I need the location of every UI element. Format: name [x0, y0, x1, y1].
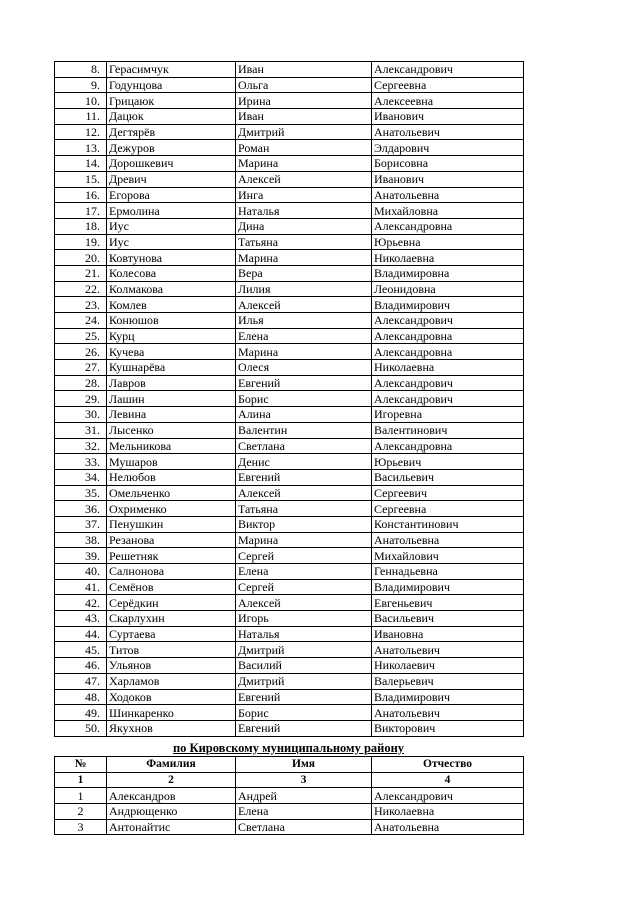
row-number: 15. [55, 171, 107, 187]
table-row [55, 485, 524, 501]
name-cell: Ирина [236, 93, 372, 109]
column-number-3: 3 [236, 772, 372, 788]
surname-cell: Решетняк [107, 548, 236, 564]
column-number-2: 2 [107, 772, 236, 788]
table-row [55, 407, 524, 423]
name-cell: Алексей [236, 595, 372, 611]
surname-cell: Грицаюк [107, 93, 236, 109]
row-number: 27. [55, 360, 107, 376]
name-cell: Алексей [236, 485, 372, 501]
table-row [55, 344, 524, 360]
surname-cell: Лысенко [107, 422, 236, 438]
row-number: 32. [55, 438, 107, 454]
row-number: 13. [55, 140, 107, 156]
patronymic-cell: Владимирович [372, 297, 524, 313]
row-number: 37. [55, 516, 107, 532]
surname-cell: Шинкаренко [107, 705, 236, 721]
patronymic-cell: Борисовна [372, 156, 524, 172]
section-heading: по Кировскому муниципальному району [172, 741, 405, 755]
patronymic-cell: Васильевич [372, 469, 524, 485]
surname-cell: Дацюк [107, 109, 236, 125]
name-cell: Марина [236, 156, 372, 172]
table-row [55, 265, 524, 281]
row-number: 9. [55, 77, 107, 93]
name-cell: Татьяна [236, 501, 372, 517]
table-row [55, 469, 524, 485]
table-row [55, 250, 524, 266]
patronymic-cell: Элдарович [372, 140, 524, 156]
row-number: 48. [55, 689, 107, 705]
column-number-1: 1 [55, 772, 107, 788]
surname-cell: Герасимчук [107, 62, 236, 78]
row-number: 10. [55, 93, 107, 109]
header-patronymic: Отчество [372, 757, 524, 773]
row-number: 44. [55, 626, 107, 642]
patronymic-cell: Анатольевна [372, 187, 524, 203]
patronymic-cell: Иванович [372, 109, 524, 125]
patronymic-cell: Валентинович [372, 422, 524, 438]
patronymic-cell: Алексеевна [372, 93, 524, 109]
row-number: 17. [55, 203, 107, 219]
surname-cell: Комлев [107, 297, 236, 313]
row-number: 14. [55, 156, 107, 172]
row-number: 40. [55, 564, 107, 580]
name-cell: Игорь [236, 611, 372, 627]
table-row [55, 720, 524, 736]
name-cell: Сергей [236, 579, 372, 595]
row-number: 39. [55, 548, 107, 564]
surname-cell: Ермолина [107, 203, 236, 219]
table-row [55, 328, 524, 344]
patronymic-cell: Юрьевич [372, 454, 524, 470]
surname-cell: Дежуров [107, 140, 236, 156]
patronymic-cell: Александровна [372, 328, 524, 344]
surname-cell: Охрименко [107, 501, 236, 517]
surname-cell: Александров [107, 788, 236, 804]
name-cell: Андрей [236, 788, 372, 804]
surname-cell: Антонайтис [107, 819, 236, 835]
surname-cell: Салнонова [107, 564, 236, 580]
table-row [55, 124, 524, 140]
surname-cell: Дорошкевич [107, 156, 236, 172]
table-row [55, 658, 524, 674]
patronymic-cell: Николаевна [372, 250, 524, 266]
table-row [55, 62, 524, 78]
surname-cell: Семёнов [107, 579, 236, 595]
name-cell: Евгений [236, 720, 372, 736]
table-row [55, 673, 524, 689]
table-row [55, 516, 524, 532]
surname-cell: Омельченко [107, 485, 236, 501]
row-number: 12. [55, 124, 107, 140]
name-cell: Виктор [236, 516, 372, 532]
row-number: 31. [55, 422, 107, 438]
name-cell: Денис [236, 454, 372, 470]
patronymic-cell: Александровна [372, 344, 524, 360]
row-number: 20. [55, 250, 107, 266]
surname-cell: Лавров [107, 375, 236, 391]
patronymic-cell: Юрьевна [372, 234, 524, 250]
surname-cell: Конюшов [107, 313, 236, 329]
row-number: 34. [55, 469, 107, 485]
table-row [55, 422, 524, 438]
row-number: 42. [55, 595, 107, 611]
row-number: 50. [55, 720, 107, 736]
row-number: 41. [55, 579, 107, 595]
patronymic-cell: Александрович [372, 375, 524, 391]
row-number: 18. [55, 218, 107, 234]
row-number: 2 [55, 804, 107, 820]
surname-cell: Кушнарёва [107, 360, 236, 376]
surname-cell: Дегтярёв [107, 124, 236, 140]
name-cell: Марина [236, 344, 372, 360]
table-column-number-row [55, 772, 524, 788]
surname-cell: Колесова [107, 265, 236, 281]
name-cell: Иван [236, 109, 372, 125]
surname-cell: Ковтунова [107, 250, 236, 266]
patronymic-cell: Александрович [372, 788, 524, 804]
name-cell: Дмитрий [236, 124, 372, 140]
row-number: 30. [55, 407, 107, 423]
name-cell: Марина [236, 250, 372, 266]
table-row [55, 595, 524, 611]
surname-cell: Якухнов [107, 720, 236, 736]
row-number: 29. [55, 391, 107, 407]
table-row [55, 77, 524, 93]
name-cell: Светлана [236, 819, 372, 835]
surname-cell: Курц [107, 328, 236, 344]
row-number: 3 [55, 819, 107, 835]
patronymic-cell: Александрович [372, 62, 524, 78]
patronymic-cell: Михайловна [372, 203, 524, 219]
surname-cell: Годунцова [107, 77, 236, 93]
row-number: 47. [55, 673, 107, 689]
header-surname: Фамилия [107, 757, 236, 773]
name-cell: Василий [236, 658, 372, 674]
patronymic-cell: Николаевна [372, 804, 524, 820]
header-name: Имя [236, 757, 372, 773]
name-cell: Дмитрий [236, 642, 372, 658]
patronymic-cell: Александрович [372, 391, 524, 407]
patronymic-cell: Анатольевич [372, 642, 524, 658]
table-header-row [55, 757, 524, 773]
table-row [55, 788, 524, 804]
row-number: 8. [55, 62, 107, 78]
row-number: 33. [55, 454, 107, 470]
surname-cell: Мушаров [107, 454, 236, 470]
patronymic-cell: Викторович [372, 720, 524, 736]
header-number: № [55, 757, 107, 773]
surname-cell: Скарлухин [107, 611, 236, 627]
surname-cell: Пенушкин [107, 516, 236, 532]
patronymic-cell: Анатольевич [372, 705, 524, 721]
patronymic-cell: Евгеньевич [372, 595, 524, 611]
name-cell: Лилия [236, 281, 372, 297]
name-cell: Валентин [236, 422, 372, 438]
row-number: 45. [55, 642, 107, 658]
patronymic-cell: Владимирович [372, 689, 524, 705]
name-cell: Сергей [236, 548, 372, 564]
table-row [55, 532, 524, 548]
name-cell: Алина [236, 407, 372, 423]
table-row [55, 611, 524, 627]
table-row [55, 819, 524, 835]
name-cell: Марина [236, 532, 372, 548]
surname-cell: Мельникова [107, 438, 236, 454]
table-row [55, 564, 524, 580]
patronymic-cell: Игоревна [372, 407, 524, 423]
surname-cell: Иус [107, 218, 236, 234]
name-cell: Роман [236, 140, 372, 156]
row-number: 43. [55, 611, 107, 627]
patronymic-cell: Леонидовна [372, 281, 524, 297]
surname-cell: Андрющенко [107, 804, 236, 820]
table-row [55, 93, 524, 109]
table-row [55, 281, 524, 297]
column-number-4: 4 [372, 772, 524, 788]
name-cell: Евгений [236, 689, 372, 705]
surname-cell: Титов [107, 642, 236, 658]
row-number: 36. [55, 501, 107, 517]
name-cell: Елена [236, 564, 372, 580]
patronymic-cell: Анатольевна [372, 532, 524, 548]
row-number: 1 [55, 788, 107, 804]
row-number: 19. [55, 234, 107, 250]
patronymic-cell: Владимирович [372, 579, 524, 595]
row-number: 21. [55, 265, 107, 281]
table-row [55, 375, 524, 391]
name-cell: Татьяна [236, 234, 372, 250]
table-row [55, 689, 524, 705]
row-number: 16. [55, 187, 107, 203]
patronymic-cell: Владимировна [372, 265, 524, 281]
surname-cell: Нелюбов [107, 469, 236, 485]
row-number: 46. [55, 658, 107, 674]
patronymic-cell: Иванович [372, 171, 524, 187]
table-row [55, 454, 524, 470]
table-row [55, 187, 524, 203]
surname-cell: Суртаева [107, 626, 236, 642]
patronymic-cell: Константинович [372, 516, 524, 532]
patronymic-cell: Николаевна [372, 360, 524, 376]
patronymic-cell: Васильевич [372, 611, 524, 627]
row-number: 11. [55, 109, 107, 125]
name-cell: Дмитрий [236, 673, 372, 689]
row-number: 22. [55, 281, 107, 297]
surname-cell: Древич [107, 171, 236, 187]
row-number: 35. [55, 485, 107, 501]
patronymic-cell: Александрович [372, 313, 524, 329]
table-row [55, 218, 524, 234]
surname-cell: Кучева [107, 344, 236, 360]
table-row [55, 297, 524, 313]
table-row [55, 579, 524, 595]
row-number: 24. [55, 313, 107, 329]
name-cell: Иван [236, 62, 372, 78]
name-cell: Евгений [236, 469, 372, 485]
surname-cell: Лашин [107, 391, 236, 407]
table-row [55, 438, 524, 454]
patronymic-cell: Анатольевич [372, 124, 524, 140]
table-row [55, 360, 524, 376]
patronymic-cell: Сергеевна [372, 77, 524, 93]
surname-cell: Егорова [107, 187, 236, 203]
table-row [55, 804, 524, 820]
name-cell: Алексей [236, 297, 372, 313]
patronymic-cell: Валерьевич [372, 673, 524, 689]
row-number: 23. [55, 297, 107, 313]
name-cell: Наталья [236, 626, 372, 642]
surname-cell: Иус [107, 234, 236, 250]
patronymic-cell: Анатольевна [372, 819, 524, 835]
name-cell: Дина [236, 218, 372, 234]
patronymic-cell: Александровна [372, 438, 524, 454]
table-row [55, 391, 524, 407]
patronymic-cell: Геннадьевна [372, 564, 524, 580]
row-number: 26. [55, 344, 107, 360]
table-row [55, 140, 524, 156]
table-row [55, 171, 524, 187]
surname-cell: Колмакова [107, 281, 236, 297]
patronymic-cell: Сергеевич [372, 485, 524, 501]
row-number: 28. [55, 375, 107, 391]
name-cell: Евгений [236, 375, 372, 391]
name-cell: Борис [236, 705, 372, 721]
table-row [55, 313, 524, 329]
table-row [55, 203, 524, 219]
surname-cell: Серёдкин [107, 595, 236, 611]
name-cell: Вера [236, 265, 372, 281]
name-cell: Олеся [236, 360, 372, 376]
surname-cell: Левина [107, 407, 236, 423]
table-row [55, 705, 524, 721]
name-cell: Ольга [236, 77, 372, 93]
table-row [55, 156, 524, 172]
table-row [55, 501, 524, 517]
name-cell: Светлана [236, 438, 372, 454]
name-cell: Наталья [236, 203, 372, 219]
surname-cell: Ульянов [107, 658, 236, 674]
surname-cell: Харламов [107, 673, 236, 689]
patronymic-cell: Михайлович [372, 548, 524, 564]
patronymic-cell: Сергеевна [372, 501, 524, 517]
row-number: 25. [55, 328, 107, 344]
name-cell: Борис [236, 391, 372, 407]
table-row [55, 626, 524, 642]
table-row [55, 109, 524, 125]
table-row [55, 642, 524, 658]
surname-cell: Резанова [107, 532, 236, 548]
participants-table-kirovsky [54, 756, 524, 835]
row-number: 49. [55, 705, 107, 721]
surname-cell: Ходоков [107, 689, 236, 705]
patronymic-cell: Александровна [372, 218, 524, 234]
patronymic-cell: Николаевич [372, 658, 524, 674]
name-cell: Елена [236, 328, 372, 344]
patronymic-cell: Ивановна [372, 626, 524, 642]
name-cell: Елена [236, 804, 372, 820]
name-cell: Инга [236, 187, 372, 203]
row-number: 38. [55, 532, 107, 548]
participants-table-top [54, 61, 524, 737]
name-cell: Алексей [236, 171, 372, 187]
table-row [55, 548, 524, 564]
name-cell: Илья [236, 313, 372, 329]
table-row [55, 234, 524, 250]
